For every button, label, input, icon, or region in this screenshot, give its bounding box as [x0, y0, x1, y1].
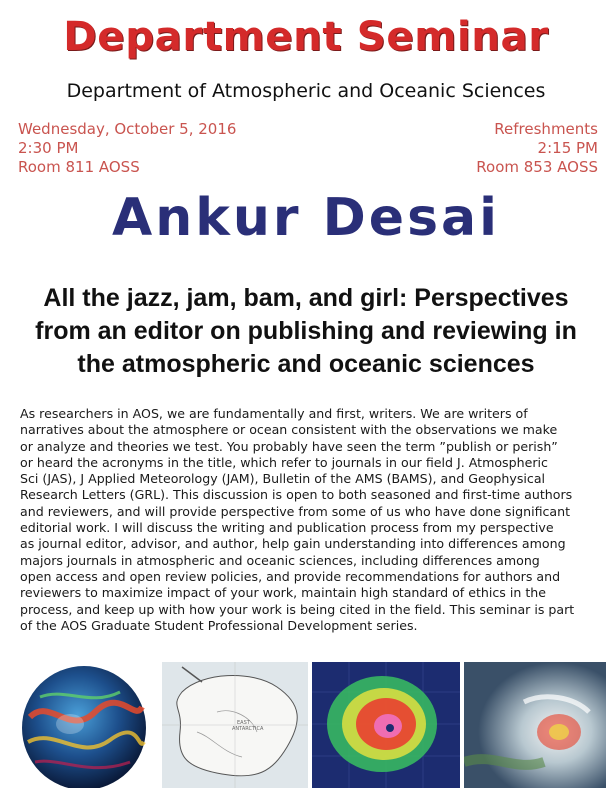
- abstract-line: Sci (JAS), J Applied Meteorology (JAM), Bulletin of the AMS (BAMS), and Geophysical: [20, 471, 546, 487]
- refreshments-details: [476, 120, 598, 177]
- event-details: [18, 120, 236, 177]
- abstract-line: as journal editor, advisor, and author, help gain understanding into differences among: [20, 536, 566, 552]
- abstract-line: reviewers to maximize impact of your work, maintain high standard of ethics in the: [20, 585, 547, 601]
- talk-title: All the jazz, jam, bam, and girl: Perspectives from an editor on publishing and reviewing in the atmospheric and oceanic sciences: [35, 284, 577, 378]
- abstract-line: of the AOS Graduate Student Professional Development series.: [20, 617, 418, 633]
- speaker-name: Ankur Desai: [112, 188, 500, 248]
- abstract-line: or heard the acronyms in the title, which refer to journals in our field J. Atmospheric: [20, 454, 548, 470]
- abstract-line: process, and keep up with how your work is being cited in the field. This seminar is part: [20, 601, 575, 617]
- event-date: Wednesday, October 5, 2016: [18, 120, 237, 138]
- event-time: 2:30 PM: [18, 139, 79, 157]
- antarctica-map-image: [162, 662, 308, 788]
- cyclone-satellite-image: [464, 662, 606, 788]
- abstract-line: open access and open review policies, and provide recommendations for authors and: [20, 568, 561, 584]
- image-strip: [10, 662, 606, 788]
- abstract-line: narratives about the atmosphere or ocean consistent with the observations we make: [20, 422, 558, 438]
- abstract-line: Research Letters (GRL). This discussion is open to both seasoned and first-time authors: [20, 487, 573, 503]
- hurricane-satellite-image: [312, 662, 460, 788]
- event-room: Room 811 AOSS: [18, 158, 140, 176]
- svg-text:EAST: EAST: [237, 720, 250, 726]
- seminar-title: Department Seminar: [63, 14, 549, 60]
- abstract-line: and reviewers, and will provide perspective from some of us who have done significant: [20, 503, 571, 519]
- abstract-line: majors journals in atmospheric and oceanic sciences, including differences among: [20, 552, 540, 568]
- abstract: [20, 406, 600, 634]
- globe-image: [10, 662, 158, 788]
- refreshments-label: Refreshments: [494, 120, 598, 138]
- abstract-line: editorial work. I will discuss the writing and publication process from my perspective: [20, 520, 554, 536]
- refreshments-room: Room 853 AOSS: [476, 158, 598, 176]
- department-name: Department of Atmospheric and Oceanic Sciences: [66, 80, 546, 102]
- abstract-line: As researchers in AOS, we are fundamentally and first, writers. We are writers of: [20, 406, 528, 421]
- svg-text:ANTARCTICA: ANTARCTICA: [232, 726, 264, 732]
- refreshments-time: 2:15 PM: [537, 139, 598, 157]
- abstract-line: or analyze and theories we test. You probably have seen the term ”publish or perish”: [20, 438, 558, 454]
